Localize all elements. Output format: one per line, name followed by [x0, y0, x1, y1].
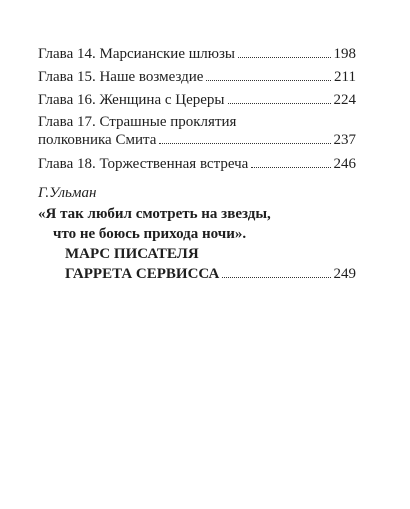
- dot-leader: [228, 103, 331, 104]
- toc-entry-chapter-18: [38, 154, 356, 174]
- dot-leader: [159, 143, 330, 144]
- article-title-row2: [38, 265, 356, 283]
- article-quote-line2: что не боюсь прихода ночи».: [53, 226, 247, 242]
- dot-leader: [251, 167, 330, 168]
- toc-entry-page: 211: [334, 69, 356, 85]
- article-entry: [38, 205, 356, 283]
- toc-entry-title: Глава 15. Наше возмездие: [38, 69, 204, 85]
- dot-leader: [238, 57, 331, 58]
- toc-entry-title-line1: Глава 17. Страшные проклятия: [38, 114, 237, 130]
- dot-leader: [206, 80, 331, 81]
- toc-entry-title: Глава 16. Женщина с Цереры: [38, 92, 225, 108]
- toc-entry-title: Глава 18. Торжественная встреча: [38, 156, 249, 172]
- toc-entry-page: 237: [333, 132, 356, 148]
- article-page: 249: [333, 266, 356, 282]
- toc-entry-chapter-16: [38, 90, 356, 110]
- section-author: Г.Ульман: [38, 185, 97, 201]
- toc-entry-page: 224: [333, 92, 356, 108]
- toc-entry-chapter-14: [38, 44, 356, 64]
- table-of-contents: [38, 44, 356, 177]
- toc-entry-page: 198: [333, 46, 356, 62]
- article-title-line2: ГАРРЕТА СЕРВИССА: [65, 266, 220, 282]
- toc-entry-chapter-15: [38, 67, 356, 87]
- toc-entry-chapter-17: [38, 113, 356, 149]
- toc-entry-title-line2: полковника Смита: [38, 132, 157, 148]
- article-title-line1: МАРС ПИСАТЕЛЯ: [65, 246, 199, 262]
- toc-entry-row2: [38, 131, 356, 149]
- article-quote-line1: «Я так любил смотреть на звезды,: [38, 206, 271, 222]
- dot-leader: [222, 277, 330, 278]
- toc-entry-page: 246: [333, 156, 356, 172]
- toc-entry-title: Глава 14. Марсианские шлюзы: [38, 46, 235, 62]
